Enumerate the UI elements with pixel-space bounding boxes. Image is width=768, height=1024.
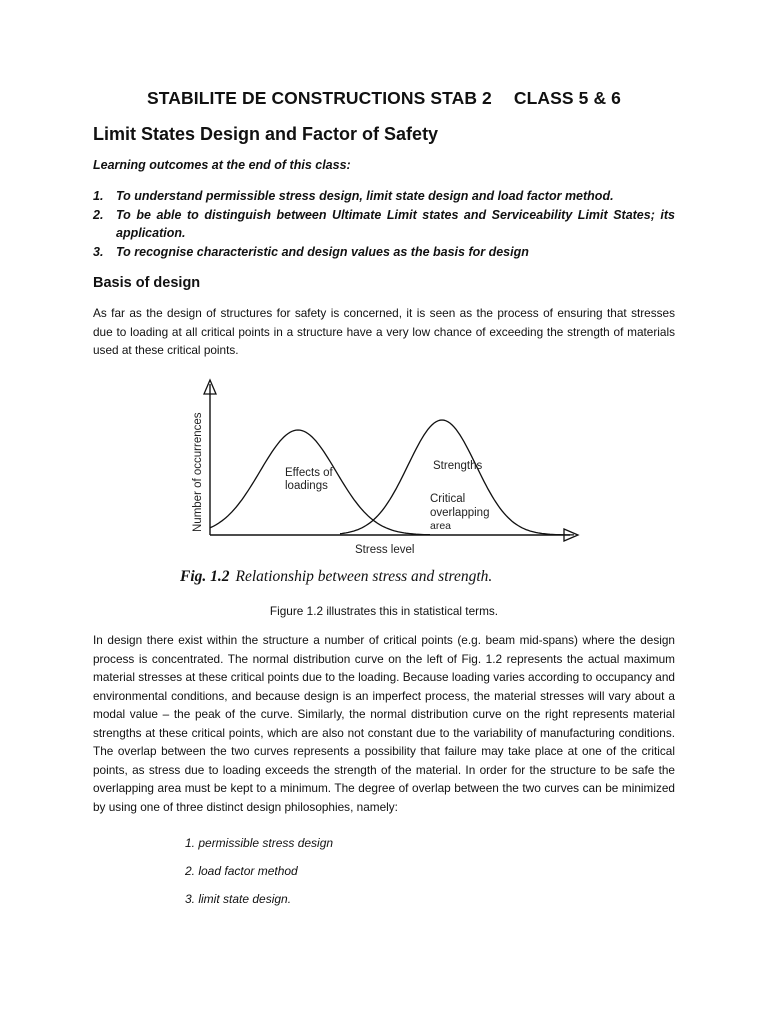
figure-note: Figure 1.2 illustrates this in statistical terms. <box>269 604 499 618</box>
figure-caption-text: Relationship between stress and strength. <box>235 568 493 585</box>
curve-left-label: Effects of <box>285 467 333 479</box>
design-method-item: 1. permissible stress design <box>185 836 334 850</box>
outcome-text: To be able to distinguish between Ultimate Limit states and Serviceability Limit States; its application. <box>116 207 675 240</box>
outcome-text: To recognise characteristic and design values as the basis for design <box>116 244 529 259</box>
curve-right-label: Strengths <box>433 460 483 472</box>
outcome-item <box>93 187 675 206</box>
figure-caption-label: Fig. 1.2 <box>180 568 230 585</box>
x-axis-label: Stress level <box>355 544 415 556</box>
basis-paragraph: As far as the design of structures for safety is concerned, it is seen as the process of ensuring that stresses due to loading at all critical points in a structure have a very low chance of exceeding the strength of materials used at these critical points. <box>93 306 675 357</box>
section-heading: Basis of design <box>93 275 201 291</box>
overlap-label: overlapping <box>430 507 490 519</box>
outcome-item <box>93 206 675 243</box>
figure-caption <box>180 568 580 586</box>
overlap-label: area <box>430 520 452 532</box>
body-paragraph: In design there exist within the structure a number of critical points (e.g. beam mid-spans) where the design process is concentrated. The normal distribution curve on the left of Fig. 1.2 represents the actual maximum material stresses at these critical points due to the loading. Because loading varies according to occupancy and environmental conditions, and because design is an imperfect process, the material stresses will vary about a modal value – the peak of the curve. Similarly, the normal distribution curve on the right represents material strengths at these critical points, which are also not constant due to the variability of manufacturing conditions. The overlap between the two curves represents a possibility that failure may take place at one of the critical points, as stress due to loading exceeds the strength of the material. In order for the structure to be safe the overlapping area must be kept to a minimum. The degree of overlap between the two curves can be minimized by using one of three distinct design philosophies, namely: <box>93 633 675 814</box>
course-name: STABILITE DE CONSTRUCTIONS STAB 2 <box>147 88 492 108</box>
outcomes-list <box>93 187 675 261</box>
course-title <box>0 88 768 109</box>
outcome-item <box>93 243 675 262</box>
overlap-label: Critical <box>430 493 466 505</box>
outcome-number: 2. <box>93 207 104 222</box>
outcome-text: To understand permissible stress design, limit state design and load factor method. <box>116 189 614 203</box>
design-method-item: 2. load factor method <box>185 864 298 878</box>
outcome-number: 1. <box>93 189 104 203</box>
design-method-item: 3. limit state design. <box>185 892 292 906</box>
outcomes-heading: Learning outcomes at the end of this class: <box>93 158 351 172</box>
distribution-diagram <box>180 372 590 572</box>
stress-strength-figure <box>180 372 590 592</box>
class-number: CLASS 5 & 6 <box>513 88 621 108</box>
page-subtitle: Limit States Design and Factor of Safety <box>93 124 439 144</box>
curve-left-label: loadings <box>285 480 328 492</box>
outcome-number: 3. <box>93 244 104 259</box>
y-axis-label: Number of occurrences <box>192 412 204 532</box>
